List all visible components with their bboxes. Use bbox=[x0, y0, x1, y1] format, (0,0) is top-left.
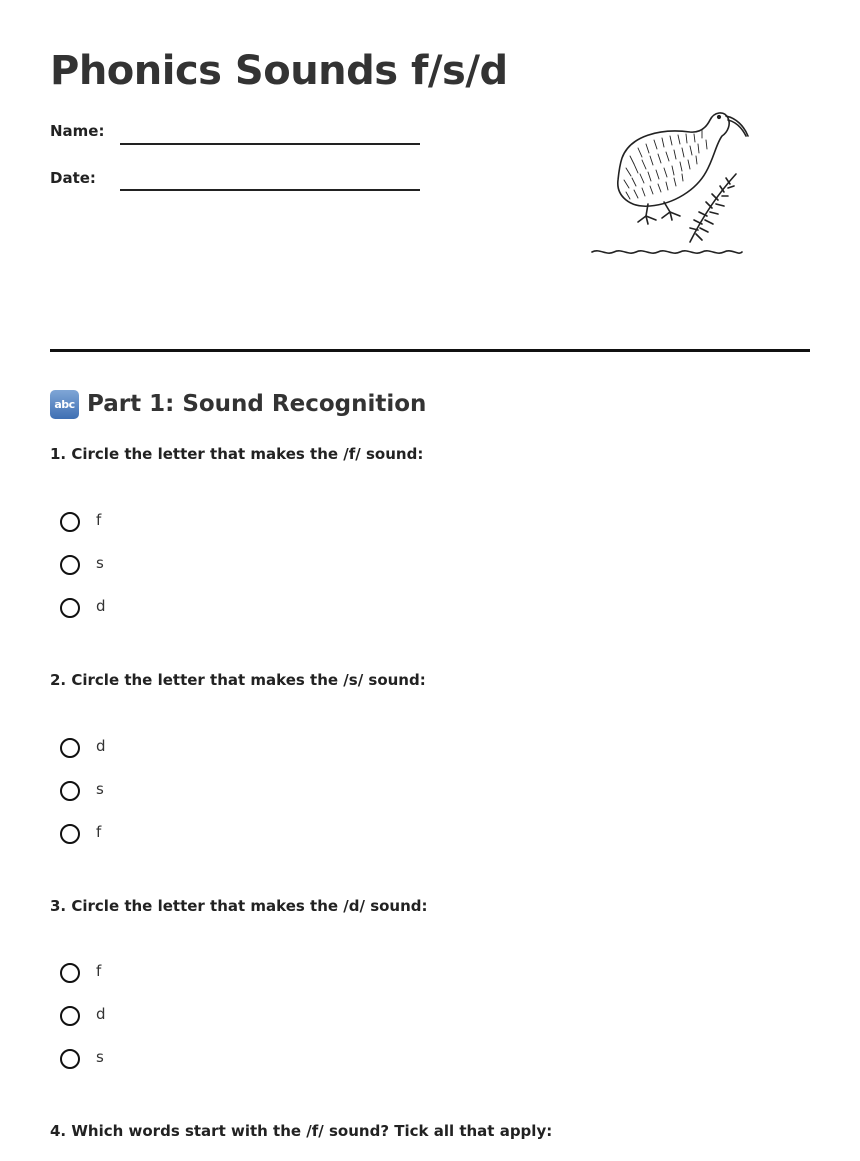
question-1: 1. Circle the letter that makes the /f/ sound: bbox=[50, 445, 424, 463]
option-q2-c[interactable] bbox=[60, 821, 101, 847]
name-field[interactable] bbox=[120, 143, 420, 145]
name-label: Name: bbox=[50, 122, 105, 140]
section-divider bbox=[50, 349, 810, 352]
option-label: f bbox=[96, 511, 102, 529]
radio-circle[interactable] bbox=[60, 781, 80, 801]
option-label: f bbox=[96, 962, 102, 980]
option-label: s bbox=[96, 780, 104, 798]
radio-circle[interactable] bbox=[60, 824, 80, 844]
date-field[interactable] bbox=[120, 189, 420, 191]
kiwi-bird-illustration bbox=[590, 100, 750, 262]
option-q2-a[interactable] bbox=[60, 735, 106, 761]
option-q3-b[interactable] bbox=[60, 1003, 106, 1029]
option-q1-a[interactable] bbox=[60, 509, 101, 535]
part1-heading bbox=[50, 388, 426, 420]
section-title: Part 1: Sound Recognition bbox=[87, 391, 427, 417]
page-title: Phonics Sounds f/s/d bbox=[50, 48, 508, 94]
question-3: 3. Circle the letter that makes the /d/ sound: bbox=[50, 897, 428, 915]
radio-circle[interactable] bbox=[60, 598, 80, 618]
abc-input-icon: abc bbox=[50, 390, 79, 419]
date-label: Date: bbox=[50, 169, 96, 187]
option-label: f bbox=[96, 823, 102, 841]
radio-circle[interactable] bbox=[60, 1006, 80, 1026]
radio-circle[interactable] bbox=[60, 963, 80, 983]
question-4: 4. Which words start with the /f/ sound? Tick all that apply: bbox=[50, 1122, 553, 1140]
option-q2-b[interactable] bbox=[60, 778, 104, 804]
worksheet-page bbox=[50, 0, 810, 1161]
option-label: s bbox=[96, 1048, 104, 1066]
radio-circle[interactable] bbox=[60, 1049, 80, 1069]
radio-circle[interactable] bbox=[60, 512, 80, 532]
option-q3-a[interactable] bbox=[60, 960, 101, 986]
radio-circle[interactable] bbox=[60, 738, 80, 758]
option-q3-c[interactable] bbox=[60, 1046, 104, 1072]
option-label: d bbox=[96, 597, 106, 615]
option-q1-b[interactable] bbox=[60, 552, 104, 578]
option-q1-c[interactable] bbox=[60, 595, 106, 621]
option-label: d bbox=[96, 737, 106, 755]
radio-circle[interactable] bbox=[60, 555, 80, 575]
option-label: d bbox=[96, 1005, 106, 1023]
option-label: s bbox=[96, 554, 104, 572]
question-2: 2. Circle the letter that makes the /s/ sound: bbox=[50, 671, 426, 689]
